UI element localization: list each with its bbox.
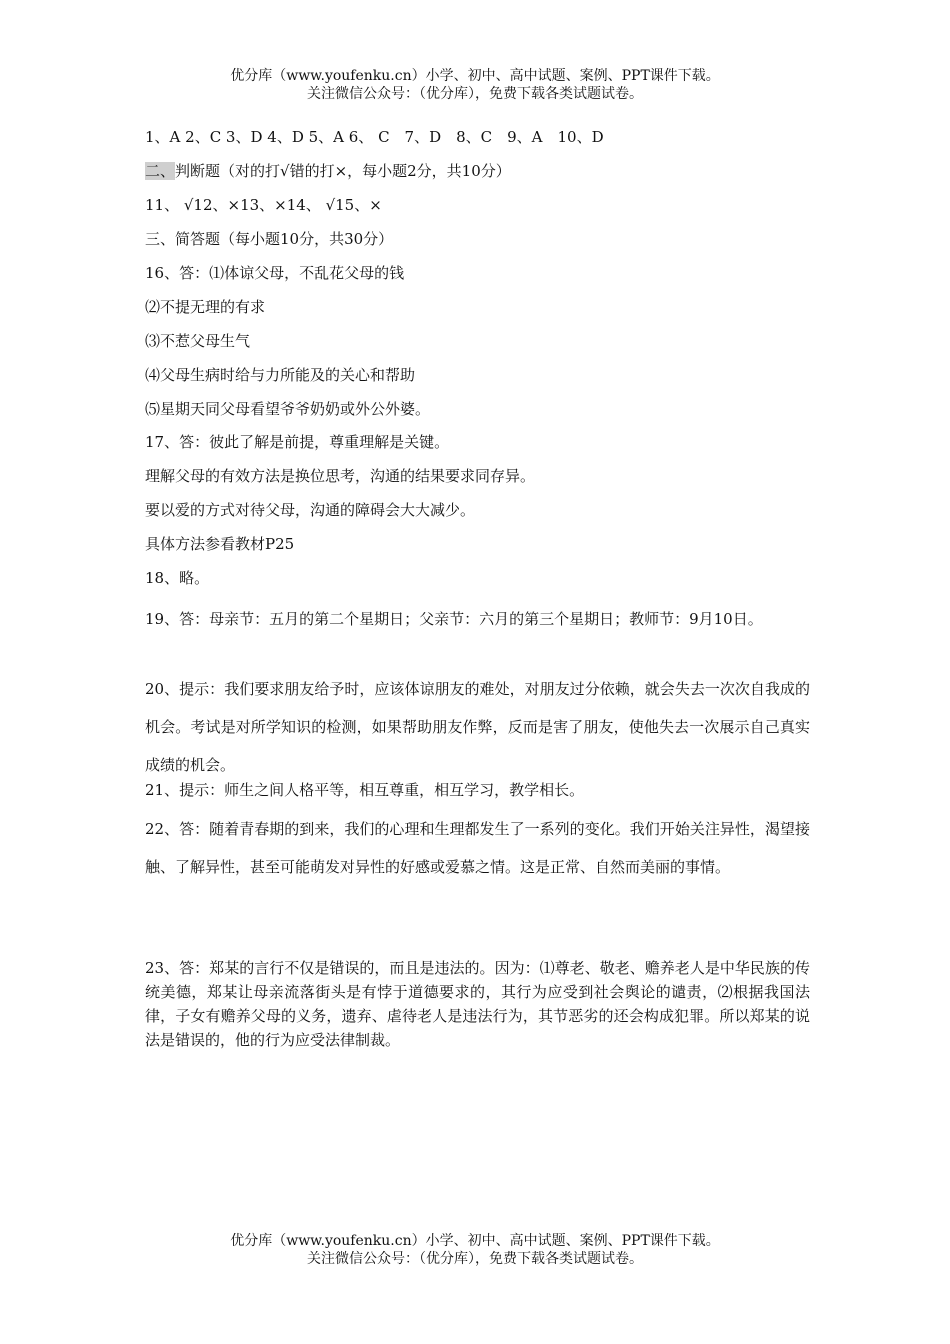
- q16-line-3: ⑶不惹父母生气: [145, 332, 251, 350]
- q16-line-2: ⑵不提无理的有求: [145, 298, 266, 316]
- short-answer-heading: 三、简答题（每小题10分，共30分）: [145, 230, 394, 248]
- q16-line-1: 16、答：⑴体谅父母，不乱花父母的钱: [145, 264, 405, 282]
- q23-answer: 23、答：郑某的言行不仅是错误的，而且是违法的。因为：⑴尊老、敬老、赡养老人是中华民族的传统美德，郑某让母亲流落街头是有悖于道德要求的，其行为应受到社会舆论的谴责，⑵根据我国法律，子女有赡养父母的义务，遗弃、虐待老人是违法行为，其节恶劣的还会构成犯罪。所以郑某的说法是错误的，他的行为应受法律制裁。: [145, 959, 810, 1049]
- tf-answers: 11、 √12、×13、×14、 √15、×: [145, 196, 382, 214]
- q17-line-4: 具体方法参看教材P25: [145, 535, 295, 553]
- tf-heading-text: 判断题（对的打√错的打×，每小题2分，共10分）: [175, 162, 511, 180]
- page-header: [0, 67, 950, 103]
- tf-heading-number: 二、: [145, 162, 176, 180]
- q17-line-2: 理解父母的有效方法是换位思考，沟通的结果要求同存异。: [145, 467, 536, 485]
- q18-answer: 18、略。: [145, 569, 210, 587]
- q16-line-5: ⑸星期天同父母看望爷爷奶奶或外公外婆。: [145, 400, 431, 418]
- q22-answer: 22、答：随着青春期的到来，我们的心理和生理都发生了一系列的变化。我们开始关注异性，渴望接触、了解异性，甚至可能萌发对异性的好感或爱慕之情。这是正常、自然而美丽的事情。: [145, 820, 810, 876]
- header-line-1: 优分库（www.youfenku.cn）小学、初中、高中试题、案例、PPT课件下载。: [230, 68, 720, 84]
- footer-line-1: 优分库（www.youfenku.cn）小学、初中、高中试题、案例、PPT课件下载。: [230, 1233, 720, 1249]
- q16-line-4: ⑷父母生病时给与力所能及的关心和帮助: [145, 366, 416, 384]
- page-footer: [0, 1232, 950, 1268]
- q20-answer: 20、提示：我们要求朋友给予时，应该体谅朋友的难处，对朋友过分依赖，就会失去一次次自我成的机会。考试是对所学知识的检测，如果帮助朋友作弊，反而是害了朋友，使他失去一次展示自己真实成绩的机会。: [145, 680, 810, 774]
- q19-answer: 19、答：母亲节：五月的第二个星期日；父亲节：六月的第三个星期日；教师节：9月10日。: [145, 610, 763, 628]
- mc-answers: 1、A 2、C 3、D 4、D 5、A 6、 C 7、D 8、C 9、A 10、D: [145, 128, 604, 146]
- header-line-2: 关注微信公众号：（优分库），免费下载各类试题试卷。: [307, 86, 643, 102]
- q21-answer: 21、提示：师生之间人格平等，相互尊重，相互学习，教学相长。: [145, 781, 585, 799]
- q17-line-3: 要以爱的方式对待父母，沟通的障碍会大大减少。: [145, 501, 476, 519]
- footer-line-2: 关注微信公众号：（优分库），免费下载各类试题试卷。: [307, 1251, 643, 1267]
- q17-line-1: 17、答：彼此了解是前提，尊重理解是关键。: [145, 433, 450, 451]
- tf-heading: [145, 161, 810, 181]
